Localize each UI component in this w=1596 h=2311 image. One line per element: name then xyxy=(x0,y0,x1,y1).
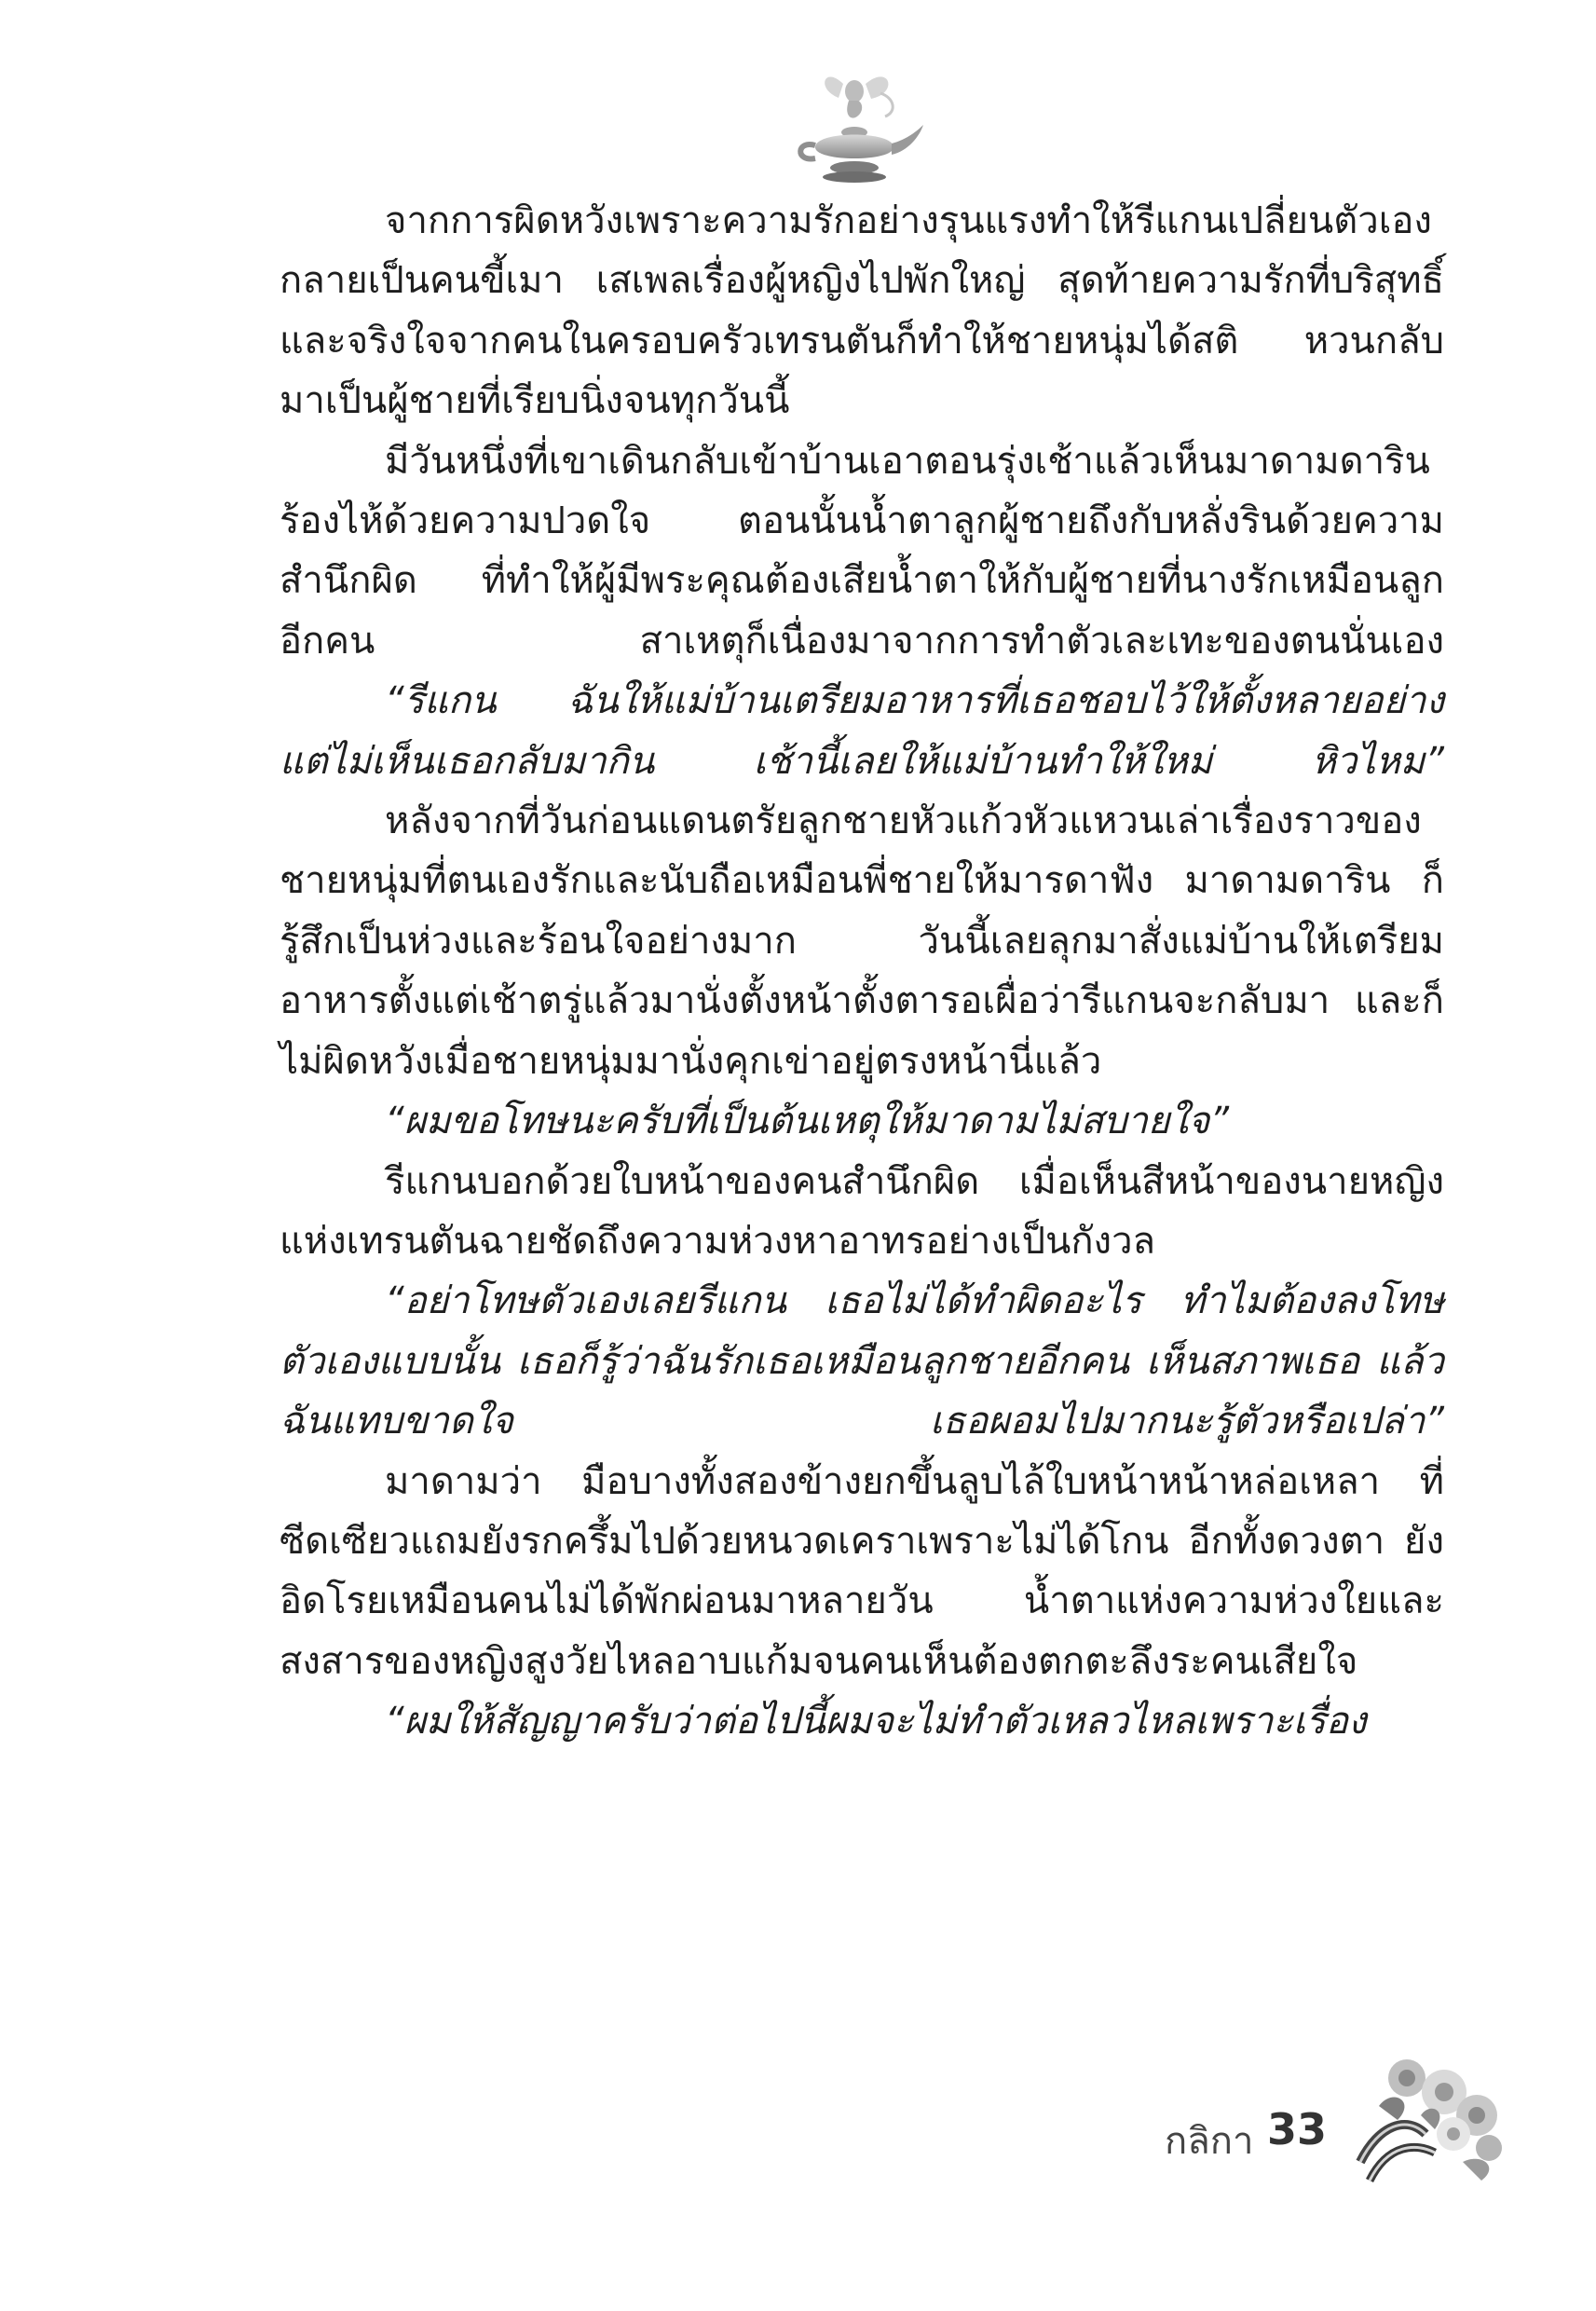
body-text xyxy=(280,191,1444,1752)
page-number: 33 xyxy=(1267,2104,1328,2154)
paragraph-4: หลังจากที่วันก่อนแดนตรัยลูกชายหัวแก้วหัวแหวนเล่าเรื่องราวของ ชายหนุ่มที่ตนเองรักและนับถือเหมือนพี่ชายให้มารดาฟัง มาดามดาริน ก็รู้สึกเป็นห่วงและร้อนใจอย่างมาก วันนี้เลยลุกมาสั่งแม่บ้านให้เตรียม อาหารตั้งแต่เช้าตรู่แล้วมานั่งตั้งหน้าตั้งตารอเผื่อว่ารีแกนจะกลับมา และก็ ไม่ผิดหวังเมื่อชายหนุ่มมานั่งคุกเข่าอยู่ตรงหน้านี่แล้ว xyxy=(280,800,1444,1083)
paragraph-5-dialogue: “ผมขอโทษนะครับที่เป็นต้นเหตุให้มาดามไม่สบายใจ” xyxy=(385,1100,1230,1143)
paragraph-1: จากการผิดหวังเพราะความรักอย่างรุนแรงทำให้รีแกนเปลี่ยนตัวเอง กลายเป็นคนขี้เมา เสเพลเรื่องผู้หญิงไปพักใหญ่ สุดท้ายความรักที่บริสุทธิ์ และจริงใจจากคนในครอบครัวเทรนตันก็ทำให้ชายหนุ่มได้สติ หวนกลับ มาเป็นผู้ชายที่เรียบนิ่งจนทุกวันนี้ xyxy=(280,199,1444,423)
paragraph-3-dialogue: “รีแกน ฉันให้แม่บ้านเตรียมอาหารที่เธอชอบไว้ให้ตั้งหลายอย่าง แต่ไม่เห็นเธอกลับมากิน เช้านี้เลยให้แม่บ้านทำให้ใหม่ หิวไหม” xyxy=(280,679,1444,783)
paragraph-6: รีแกนบอกด้วยใบหน้าของคนสำนึกผิด เมื่อเห็นสีหน้าของนายหญิง แห่งเทรนตันฉายชัดถึงความห่วงหาอาทรอย่างเป็นกังวล xyxy=(280,1159,1444,1263)
paragraph-7-dialogue: “อย่าโทษตัวเองเลยรีแกน เธอไม่ได้ทำผิดอะไร ทำไมต้องลงโทษ ตัวเองแบบนั้น เธอก็รู้ว่าฉันรักเธอเหมือนลูกชายอีกคน เห็นสภาพเธอ แล้วฉันแทบขาดใจ เธอผอมไปมากนะรู้ตัวหรือเปล่า” xyxy=(280,1279,1444,1443)
paragraph-2: มีวันหนึ่งที่เขาเดินกลับเข้าบ้านเอาตอนรุ่งเช้าแล้วเห็นมาดามดาริน ร้องไห้ด้วยความปวดใจ ตอนนั้นน้ำตาลูกผู้ชายถึงกับหลั่งรินด้วยความ สำนึกผิด ที่ทำให้ผู้มีพระคุณต้องเสียน้ำตาให้กับผู้ชายที่นางรักเหมือนลูก อีกคน สาเหตุก็เนื่องมาจากการทำตัวเละเทะของตนนั่นเอง xyxy=(280,439,1444,663)
flower-bouquet-icon xyxy=(1342,2050,1509,2190)
footer-book-title: กลิกา xyxy=(1165,2120,1254,2163)
paragraph-8: มาดามว่า มือบางทั้งสองข้างยกขึ้นลูบไล้ใบหน้าหน้าหล่อเหลา ที่ซีดเซียวแถมยังรกครึ้มไปด้วยหนวดเคราเพราะไม่ได้โกน อีกทั้งดวงตา ยังอิดโรยเหมือนคนไม่ได้พักผ่อนมาหลายวัน น้ำตาแห่งความห่วงใยและ สงสารของหญิงสูงวัยไหลอาบแก้มจนคนเห็นต้องตกตะลึงระคนเสียใจ xyxy=(280,1459,1444,1683)
paragraph-9-dialogue: “ผมให้สัญญาครับว่าต่อไปนี้ผมจะไม่ทำตัวเหลวไหลเพราะเรื่อง xyxy=(385,1700,1367,1744)
lamp-with-fairy-icon xyxy=(787,65,927,191)
